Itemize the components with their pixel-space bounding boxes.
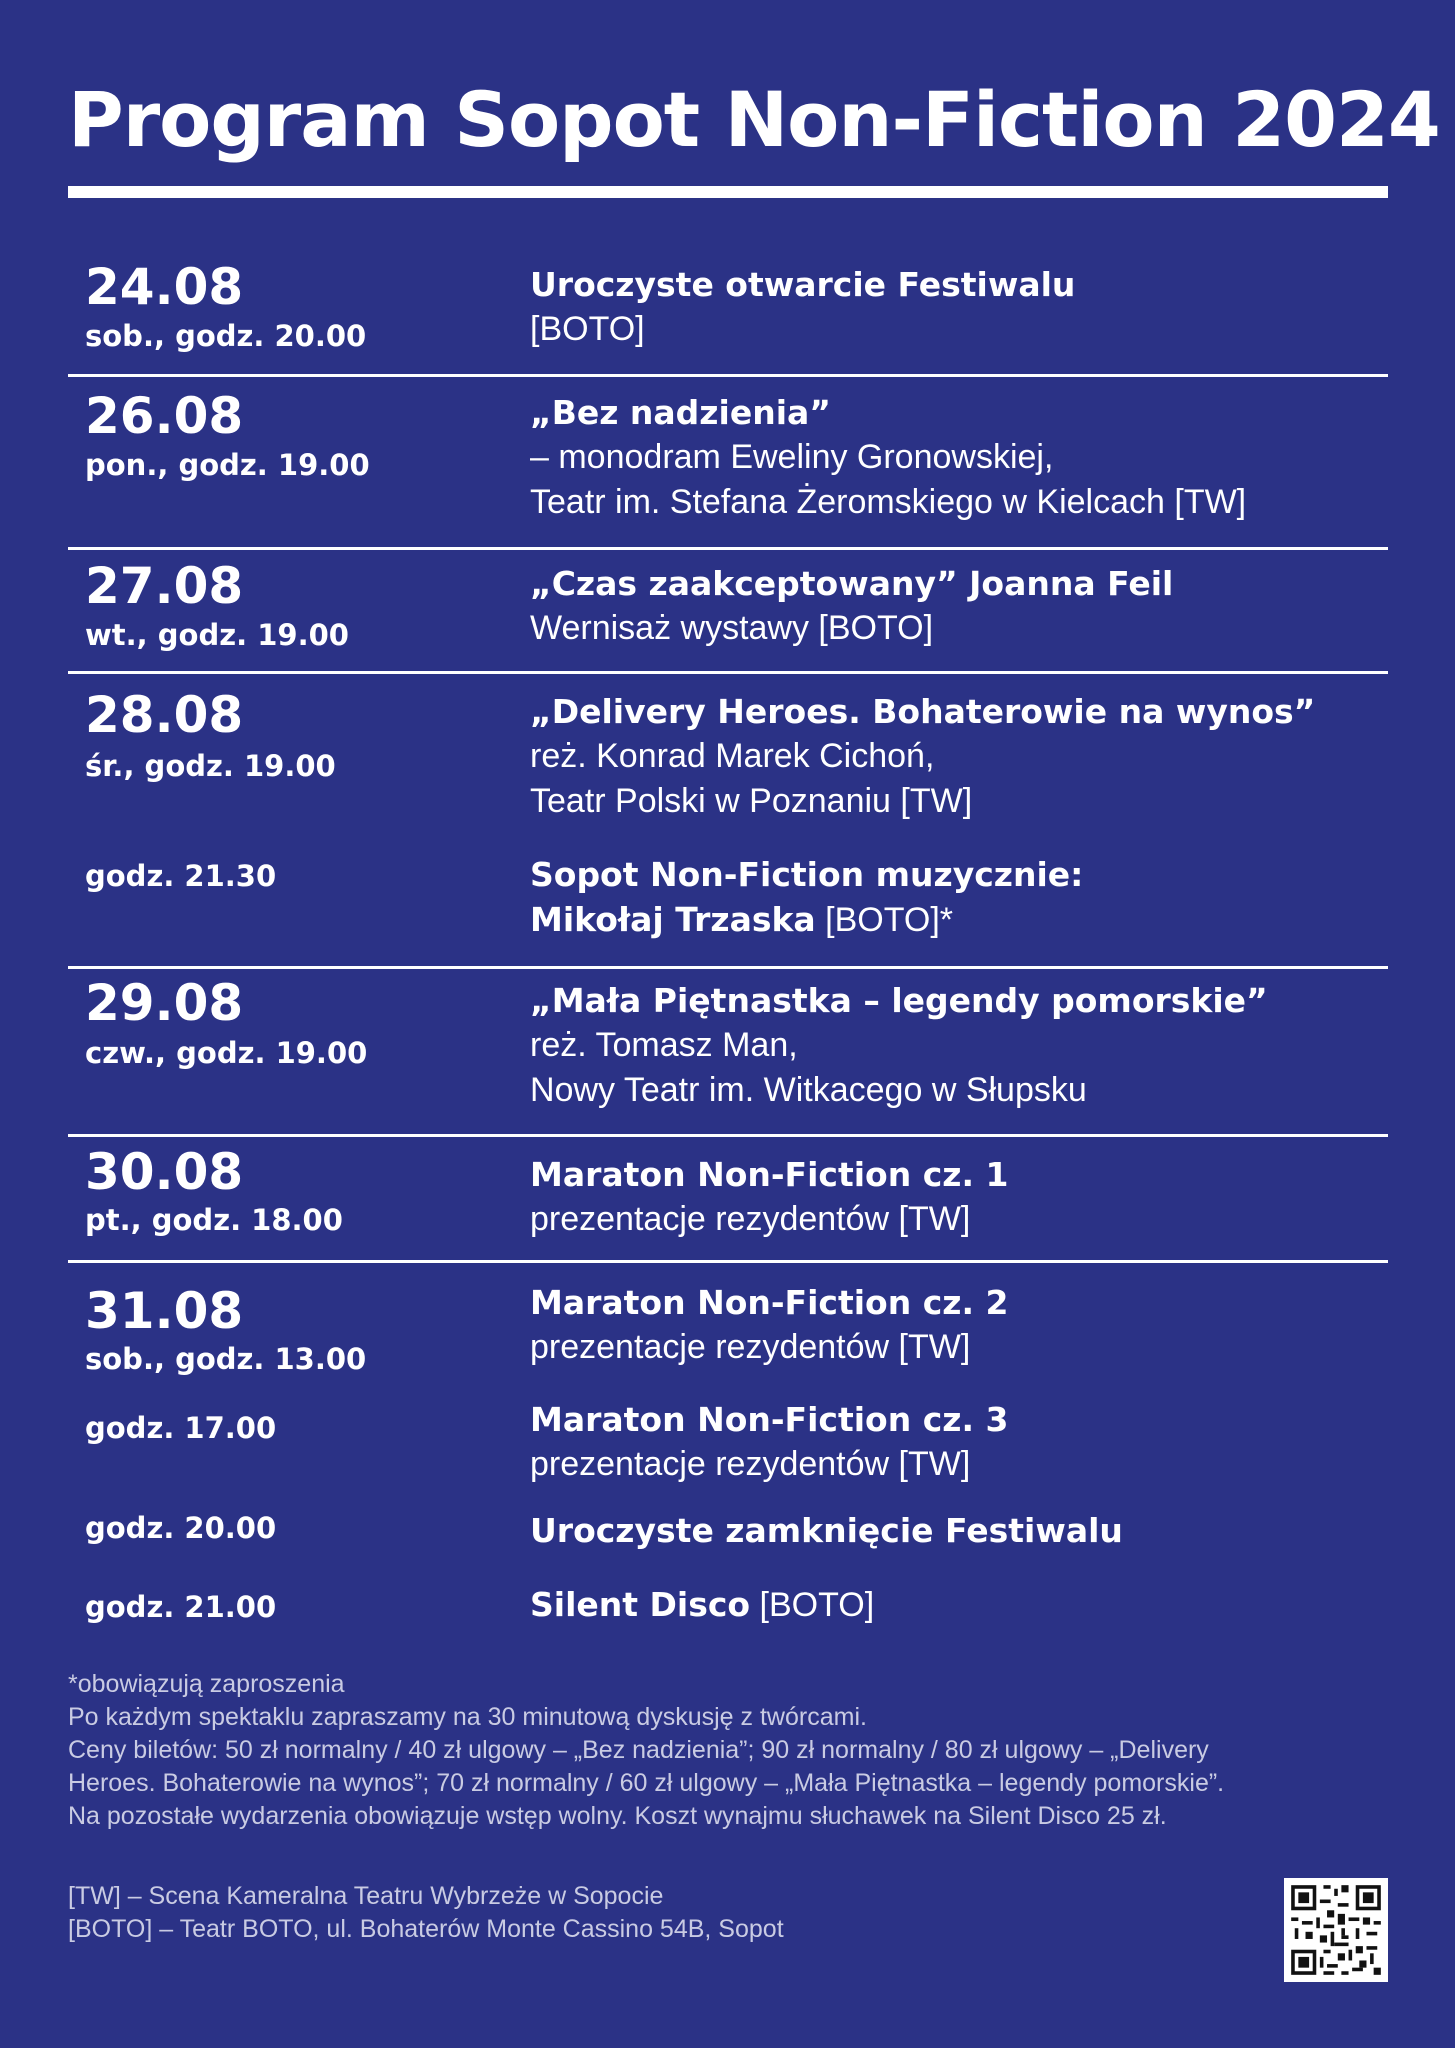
date-label: 28.08 bbox=[85, 686, 244, 744]
row-divider bbox=[68, 374, 1388, 377]
page-title: Program Sopot Non-Fiction 2024 bbox=[68, 75, 1440, 164]
event-title: „Mała Piętnastka – legendy pomorskie” bbox=[530, 981, 1268, 1020]
event-detail: prezentacje rezydentów [TW] bbox=[530, 1445, 971, 1483]
time-label: godz. 21.30 bbox=[85, 859, 277, 893]
event-title: „Bez nadzienia” bbox=[530, 393, 831, 432]
event-title: Maraton Non-Fiction cz. 1 bbox=[530, 1155, 1009, 1194]
row-divider bbox=[68, 966, 1388, 969]
event-title: Maraton Non-Fiction cz. 2 bbox=[530, 1283, 1009, 1322]
date-label: 30.08 bbox=[85, 1143, 244, 1201]
qr-code-icon bbox=[1284, 1878, 1388, 1982]
event-detail: Teatr im. Stefana Żeromskiego w Kielcach [TW] bbox=[530, 483, 1247, 521]
event-block bbox=[530, 852, 1390, 943]
event-performer: Mikołaj Trzaska bbox=[530, 900, 816, 939]
date-label: 29.08 bbox=[85, 974, 244, 1032]
title-underline bbox=[68, 186, 1388, 198]
event-title: „Czas zaakceptowany” Joanna Feil bbox=[530, 564, 1174, 603]
footnote-line: Po każdym spektaklu zapraszamy na 30 minutową dyskusję z twórcami. bbox=[68, 1703, 867, 1731]
event-detail: reż. Konrad Marek Cichoń, bbox=[530, 737, 935, 775]
event-detail: prezentacje rezydentów [TW] bbox=[530, 1328, 971, 1366]
event-block bbox=[530, 262, 1390, 352]
time-label: pon., godz. 19.00 bbox=[85, 448, 370, 482]
event-title: Silent Disco bbox=[530, 1585, 751, 1624]
event-detail: reż. Tomasz Man, bbox=[530, 1026, 798, 1064]
date-label: 27.08 bbox=[85, 557, 244, 615]
event-title: Uroczyste zamknięcie Festiwalu bbox=[530, 1511, 1123, 1550]
event-detail: Teatr Polski w Poznaniu [TW] bbox=[530, 782, 973, 820]
event-block bbox=[530, 1280, 1390, 1370]
date-label: 31.08 bbox=[85, 1282, 244, 1340]
event-detail: prezentacje rezydentów [TW] bbox=[530, 1200, 971, 1238]
date-label: 26.08 bbox=[85, 387, 244, 445]
footnote-line: Na pozostałe wydarzenia obowiązuje wstęp wolny. Koszt wynajmu słuchawek na Silent Disco 25 zł. bbox=[68, 1802, 1167, 1830]
row-divider bbox=[68, 547, 1388, 550]
time-label: godz. 21.00 bbox=[85, 1590, 277, 1624]
event-block bbox=[530, 978, 1390, 1113]
time-label: pt., godz. 18.00 bbox=[85, 1203, 343, 1237]
time-label: godz. 20.00 bbox=[85, 1511, 277, 1545]
event-detail: Wernisaż wystawy [BOTO] bbox=[530, 609, 934, 647]
footnote-line: *obowiązują zaproszenia bbox=[68, 1670, 345, 1698]
event-block bbox=[530, 1508, 1390, 1553]
time-label: śr., godz. 19.00 bbox=[85, 749, 336, 783]
row-divider bbox=[68, 1134, 1388, 1137]
footnotes bbox=[68, 1668, 1368, 1833]
time-label: czw., godz. 19.00 bbox=[85, 1036, 368, 1070]
event-detail: – monodram Eweliny Gronowskiej, bbox=[530, 438, 1054, 476]
event-detail: [BOTO] bbox=[530, 310, 645, 348]
time-label: wt., godz. 19.00 bbox=[85, 618, 349, 652]
event-block bbox=[530, 1152, 1390, 1242]
time-label: sob., godz. 20.00 bbox=[85, 319, 367, 353]
footnote-line: Heroes. Bohaterowie na wynos”; 70 zł normalny / 60 zł ulgowy – „Mała Piętnastka – legendy pomorskie”. bbox=[68, 1769, 1225, 1797]
event-block bbox=[530, 390, 1390, 525]
event-venue: [BOTO] bbox=[750, 1586, 875, 1624]
legend-line: [BOTO] – Teatr BOTO, ul. Bohaterów Monte Cassino 54B, Sopot bbox=[68, 1915, 784, 1943]
event-title: Sopot Non-Fiction muzycznie: bbox=[530, 855, 1084, 894]
time-label: sob., godz. 13.00 bbox=[85, 1342, 367, 1376]
row-divider bbox=[68, 1260, 1388, 1263]
event-title: Uroczyste otwarcie Festiwalu bbox=[530, 265, 1076, 304]
event-venue: [BOTO]* bbox=[815, 901, 953, 939]
footnote-line: Ceny biletów: 50 zł normalny / 40 zł ulgowy – „Bez nadzienia”; 90 zł normalny / 80 zł ulgowy – „Delivery bbox=[68, 1736, 1209, 1764]
legend-line: [TW] – Scena Kameralna Teatru Wybrzeże w Sopocie bbox=[68, 1882, 664, 1910]
event-block bbox=[530, 1397, 1390, 1487]
event-detail: Nowy Teatr im. Witkacego w Słupsku bbox=[530, 1071, 1087, 1109]
event-title: Maraton Non-Fiction cz. 3 bbox=[530, 1400, 1009, 1439]
event-block bbox=[530, 689, 1390, 824]
event-block bbox=[530, 561, 1390, 651]
date-label: 24.08 bbox=[85, 258, 244, 316]
time-label: godz. 17.00 bbox=[85, 1411, 277, 1445]
venue-legend bbox=[68, 1880, 1168, 1946]
event-block bbox=[530, 1582, 1390, 1628]
row-divider bbox=[68, 671, 1388, 674]
event-title: „Delivery Heroes. Bohaterowie na wynos” bbox=[530, 692, 1316, 731]
